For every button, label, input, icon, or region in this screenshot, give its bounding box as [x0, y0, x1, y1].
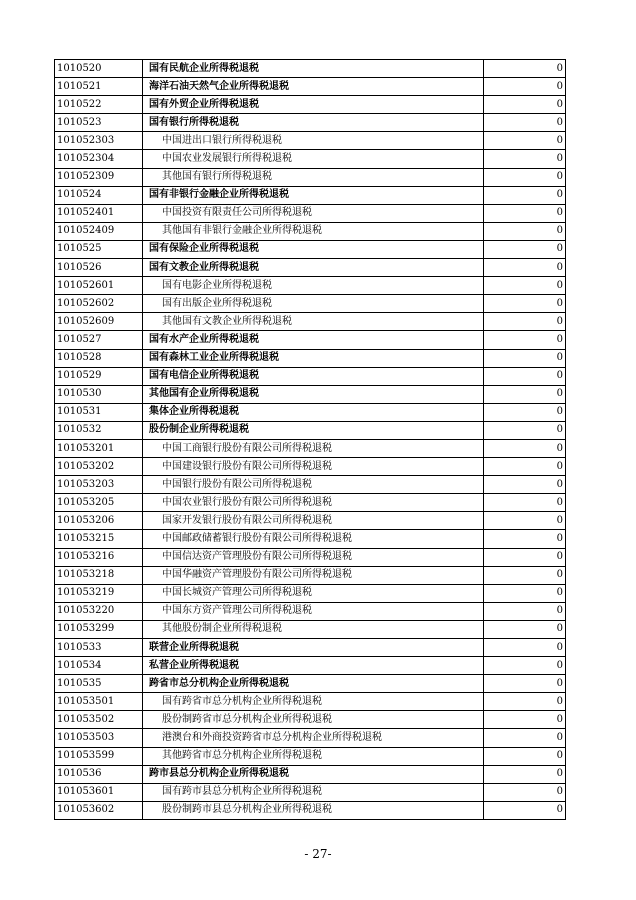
- row-value: 0: [484, 439, 566, 457]
- table-row: [55, 584, 566, 602]
- row-code: 101052304: [55, 150, 143, 168]
- row-code: 101053503: [55, 729, 143, 747]
- table-row: [55, 186, 566, 204]
- row-name: 中国投资有限责任公司所得税退税: [143, 204, 484, 222]
- table-row: [55, 765, 566, 783]
- row-name: 其他国有企业所得税退税: [143, 385, 484, 403]
- row-code: 1010525: [55, 240, 143, 258]
- row-name: 中国建设银行股份有限公司所得税退税: [143, 458, 484, 476]
- row-name: 国有非银行金融企业所得税退税: [143, 186, 484, 204]
- row-value: 0: [484, 476, 566, 494]
- row-name: 国有银行所得税退税: [143, 114, 484, 132]
- row-name: 其他跨省市总分机构企业所得税退税: [143, 747, 484, 765]
- row-code: 1010535: [55, 675, 143, 693]
- row-code: 101053599: [55, 747, 143, 765]
- row-value: 0: [484, 783, 566, 801]
- table-row: [55, 512, 566, 530]
- row-name: 国有外贸企业所得税退税: [143, 96, 484, 114]
- table-row: [55, 403, 566, 421]
- table-row: [55, 295, 566, 313]
- row-code: 101053206: [55, 512, 143, 530]
- row-code: 101053203: [55, 476, 143, 494]
- row-code: 1010520: [55, 60, 143, 78]
- row-name: 其他国有银行所得税退税: [143, 168, 484, 186]
- row-name: 中国长城资产管理公司所得税退税: [143, 584, 484, 602]
- table-row: [55, 494, 566, 512]
- row-name: 中国信达资产管理股份有限公司所得税退税: [143, 548, 484, 566]
- row-code: 101052401: [55, 204, 143, 222]
- table-row: [55, 222, 566, 240]
- row-name: 中国农业发展银行所得税退税: [143, 150, 484, 168]
- table-row: [55, 693, 566, 711]
- row-value: 0: [484, 385, 566, 403]
- row-name: 中国农业银行股份有限公司所得税退税: [143, 494, 484, 512]
- row-code: 1010528: [55, 349, 143, 367]
- table-row: [55, 602, 566, 620]
- row-value: 0: [484, 331, 566, 349]
- table-row: [55, 566, 566, 584]
- table-row: [55, 548, 566, 566]
- row-code: 101052303: [55, 132, 143, 150]
- table-row: [55, 801, 566, 819]
- table-row: [55, 458, 566, 476]
- row-name: 中国东方资产管理公司所得税退税: [143, 602, 484, 620]
- row-value: 0: [484, 548, 566, 566]
- row-name: 股份制跨市县总分机构企业所得税退税: [143, 801, 484, 819]
- table-row: [55, 530, 566, 548]
- row-name: 其他国有文教企业所得税退税: [143, 313, 484, 331]
- row-value: 0: [484, 747, 566, 765]
- row-code: 101052609: [55, 313, 143, 331]
- row-code: 1010526: [55, 259, 143, 277]
- table-row: [55, 729, 566, 747]
- row-name: 国有水产企业所得税退税: [143, 331, 484, 349]
- row-value: 0: [484, 693, 566, 711]
- row-value: 0: [484, 132, 566, 150]
- row-value: 0: [484, 222, 566, 240]
- table-row: [55, 204, 566, 222]
- row-name: 其他股份制企业所得税退税: [143, 620, 484, 638]
- row-name: 国有跨省市总分机构企业所得税退税: [143, 693, 484, 711]
- row-value: 0: [484, 657, 566, 675]
- row-value: 0: [484, 765, 566, 783]
- row-value: 0: [484, 403, 566, 421]
- row-code: 101053502: [55, 711, 143, 729]
- row-code: 101053601: [55, 783, 143, 801]
- row-name: 中国华融资产管理股份有限公司所得税退税: [143, 566, 484, 584]
- row-code: 1010529: [55, 367, 143, 385]
- table-row: [55, 476, 566, 494]
- row-code: 101053501: [55, 693, 143, 711]
- row-code: 101053205: [55, 494, 143, 512]
- row-code: 1010531: [55, 403, 143, 421]
- row-name: 集体企业所得税退税: [143, 403, 484, 421]
- table-row: [55, 331, 566, 349]
- row-value: 0: [484, 620, 566, 638]
- table-row: [55, 114, 566, 132]
- table-body: [55, 60, 566, 820]
- row-name: 国家开发银行股份有限公司所得税退税: [143, 512, 484, 530]
- row-value: 0: [484, 78, 566, 96]
- row-name: 国有跨市县总分机构企业所得税退税: [143, 783, 484, 801]
- table-row: [55, 313, 566, 331]
- row-code: 101053202: [55, 458, 143, 476]
- page-number: - 27-: [304, 847, 332, 861]
- row-value: 0: [484, 729, 566, 747]
- row-value: 0: [484, 367, 566, 385]
- row-value: 0: [484, 602, 566, 620]
- row-name: 国有出版企业所得税退税: [143, 295, 484, 313]
- row-name: 海洋石油天然气企业所得税退税: [143, 78, 484, 96]
- table-row: [55, 96, 566, 114]
- row-name: 中国进出口银行所得税退税: [143, 132, 484, 150]
- row-name: 国有民航企业所得税退税: [143, 60, 484, 78]
- row-value: 0: [484, 277, 566, 295]
- row-value: 0: [484, 530, 566, 548]
- table-row: [55, 78, 566, 96]
- row-name: 中国邮政储蓄银行股份有限公司所得税退税: [143, 530, 484, 548]
- row-code: 1010530: [55, 385, 143, 403]
- row-name: 股份制跨省市总分机构企业所得税退税: [143, 711, 484, 729]
- row-code: 101053219: [55, 584, 143, 602]
- row-value: 0: [484, 240, 566, 258]
- row-code: 101053215: [55, 530, 143, 548]
- table-row: [55, 277, 566, 295]
- row-code: 1010522: [55, 96, 143, 114]
- row-value: 0: [484, 512, 566, 530]
- row-code: 1010521: [55, 78, 143, 96]
- table-row: [55, 150, 566, 168]
- row-name: 国有保险企业所得税退税: [143, 240, 484, 258]
- table-row: [55, 349, 566, 367]
- table-row: [55, 421, 566, 439]
- row-value: 0: [484, 458, 566, 476]
- tax-refund-table: [54, 59, 566, 820]
- table-row: [55, 675, 566, 693]
- row-name: 国有电影企业所得税退税: [143, 277, 484, 295]
- row-name: 中国工商银行股份有限公司所得税退税: [143, 439, 484, 457]
- table-row: [55, 439, 566, 457]
- row-code: 101052601: [55, 277, 143, 295]
- row-code: 101053299: [55, 620, 143, 638]
- row-name: 跨省市总分机构企业所得税退税: [143, 675, 484, 693]
- row-code: 1010532: [55, 421, 143, 439]
- table-row: [55, 620, 566, 638]
- table-row: [55, 168, 566, 186]
- row-value: 0: [484, 421, 566, 439]
- table-row: [55, 385, 566, 403]
- row-value: 0: [484, 60, 566, 78]
- row-value: 0: [484, 801, 566, 819]
- row-value: 0: [484, 494, 566, 512]
- row-value: 0: [484, 168, 566, 186]
- row-name: 国有森林工业企业所得税退税: [143, 349, 484, 367]
- row-name: 联营企业所得税退税: [143, 639, 484, 657]
- row-code: 1010533: [55, 639, 143, 657]
- row-name: 股份制企业所得税退税: [143, 421, 484, 439]
- table-row: [55, 783, 566, 801]
- table-row: [55, 259, 566, 277]
- table-row: [55, 711, 566, 729]
- row-name: 私营企业所得税退税: [143, 657, 484, 675]
- row-value: 0: [484, 150, 566, 168]
- row-value: 0: [484, 313, 566, 331]
- row-value: 0: [484, 204, 566, 222]
- row-value: 0: [484, 295, 566, 313]
- row-name: 中国银行股份有限公司所得税退税: [143, 476, 484, 494]
- table-row: [55, 132, 566, 150]
- row-name: 其他国有非银行金融企业所得税退税: [143, 222, 484, 240]
- row-code: 1010523: [55, 114, 143, 132]
- row-code: 101053218: [55, 566, 143, 584]
- row-name: 跨市县总分机构企业所得税退税: [143, 765, 484, 783]
- row-code: 101052409: [55, 222, 143, 240]
- row-name: 港澳台和外商投资跨省市总分机构企业所得税退税: [143, 729, 484, 747]
- row-value: 0: [484, 259, 566, 277]
- table-row: [55, 60, 566, 78]
- row-code: 1010536: [55, 765, 143, 783]
- row-value: 0: [484, 584, 566, 602]
- row-value: 0: [484, 349, 566, 367]
- row-value: 0: [484, 96, 566, 114]
- row-value: 0: [484, 114, 566, 132]
- row-code: 101053216: [55, 548, 143, 566]
- table-row: [55, 747, 566, 765]
- row-value: 0: [484, 186, 566, 204]
- row-code: 101053201: [55, 439, 143, 457]
- row-code: 101053220: [55, 602, 143, 620]
- row-value: 0: [484, 566, 566, 584]
- row-name: 国有电信企业所得税退税: [143, 367, 484, 385]
- row-value: 0: [484, 675, 566, 693]
- table-row: [55, 367, 566, 385]
- row-value: 0: [484, 711, 566, 729]
- row-value: 0: [484, 639, 566, 657]
- row-code: 1010527: [55, 331, 143, 349]
- row-name: 国有文教企业所得税退税: [143, 259, 484, 277]
- row-code: 101052309: [55, 168, 143, 186]
- row-code: 1010524: [55, 186, 143, 204]
- row-code: 1010534: [55, 657, 143, 675]
- table-row: [55, 240, 566, 258]
- row-code: 101053602: [55, 801, 143, 819]
- row-code: 101052602: [55, 295, 143, 313]
- table-row: [55, 657, 566, 675]
- table-row: [55, 639, 566, 657]
